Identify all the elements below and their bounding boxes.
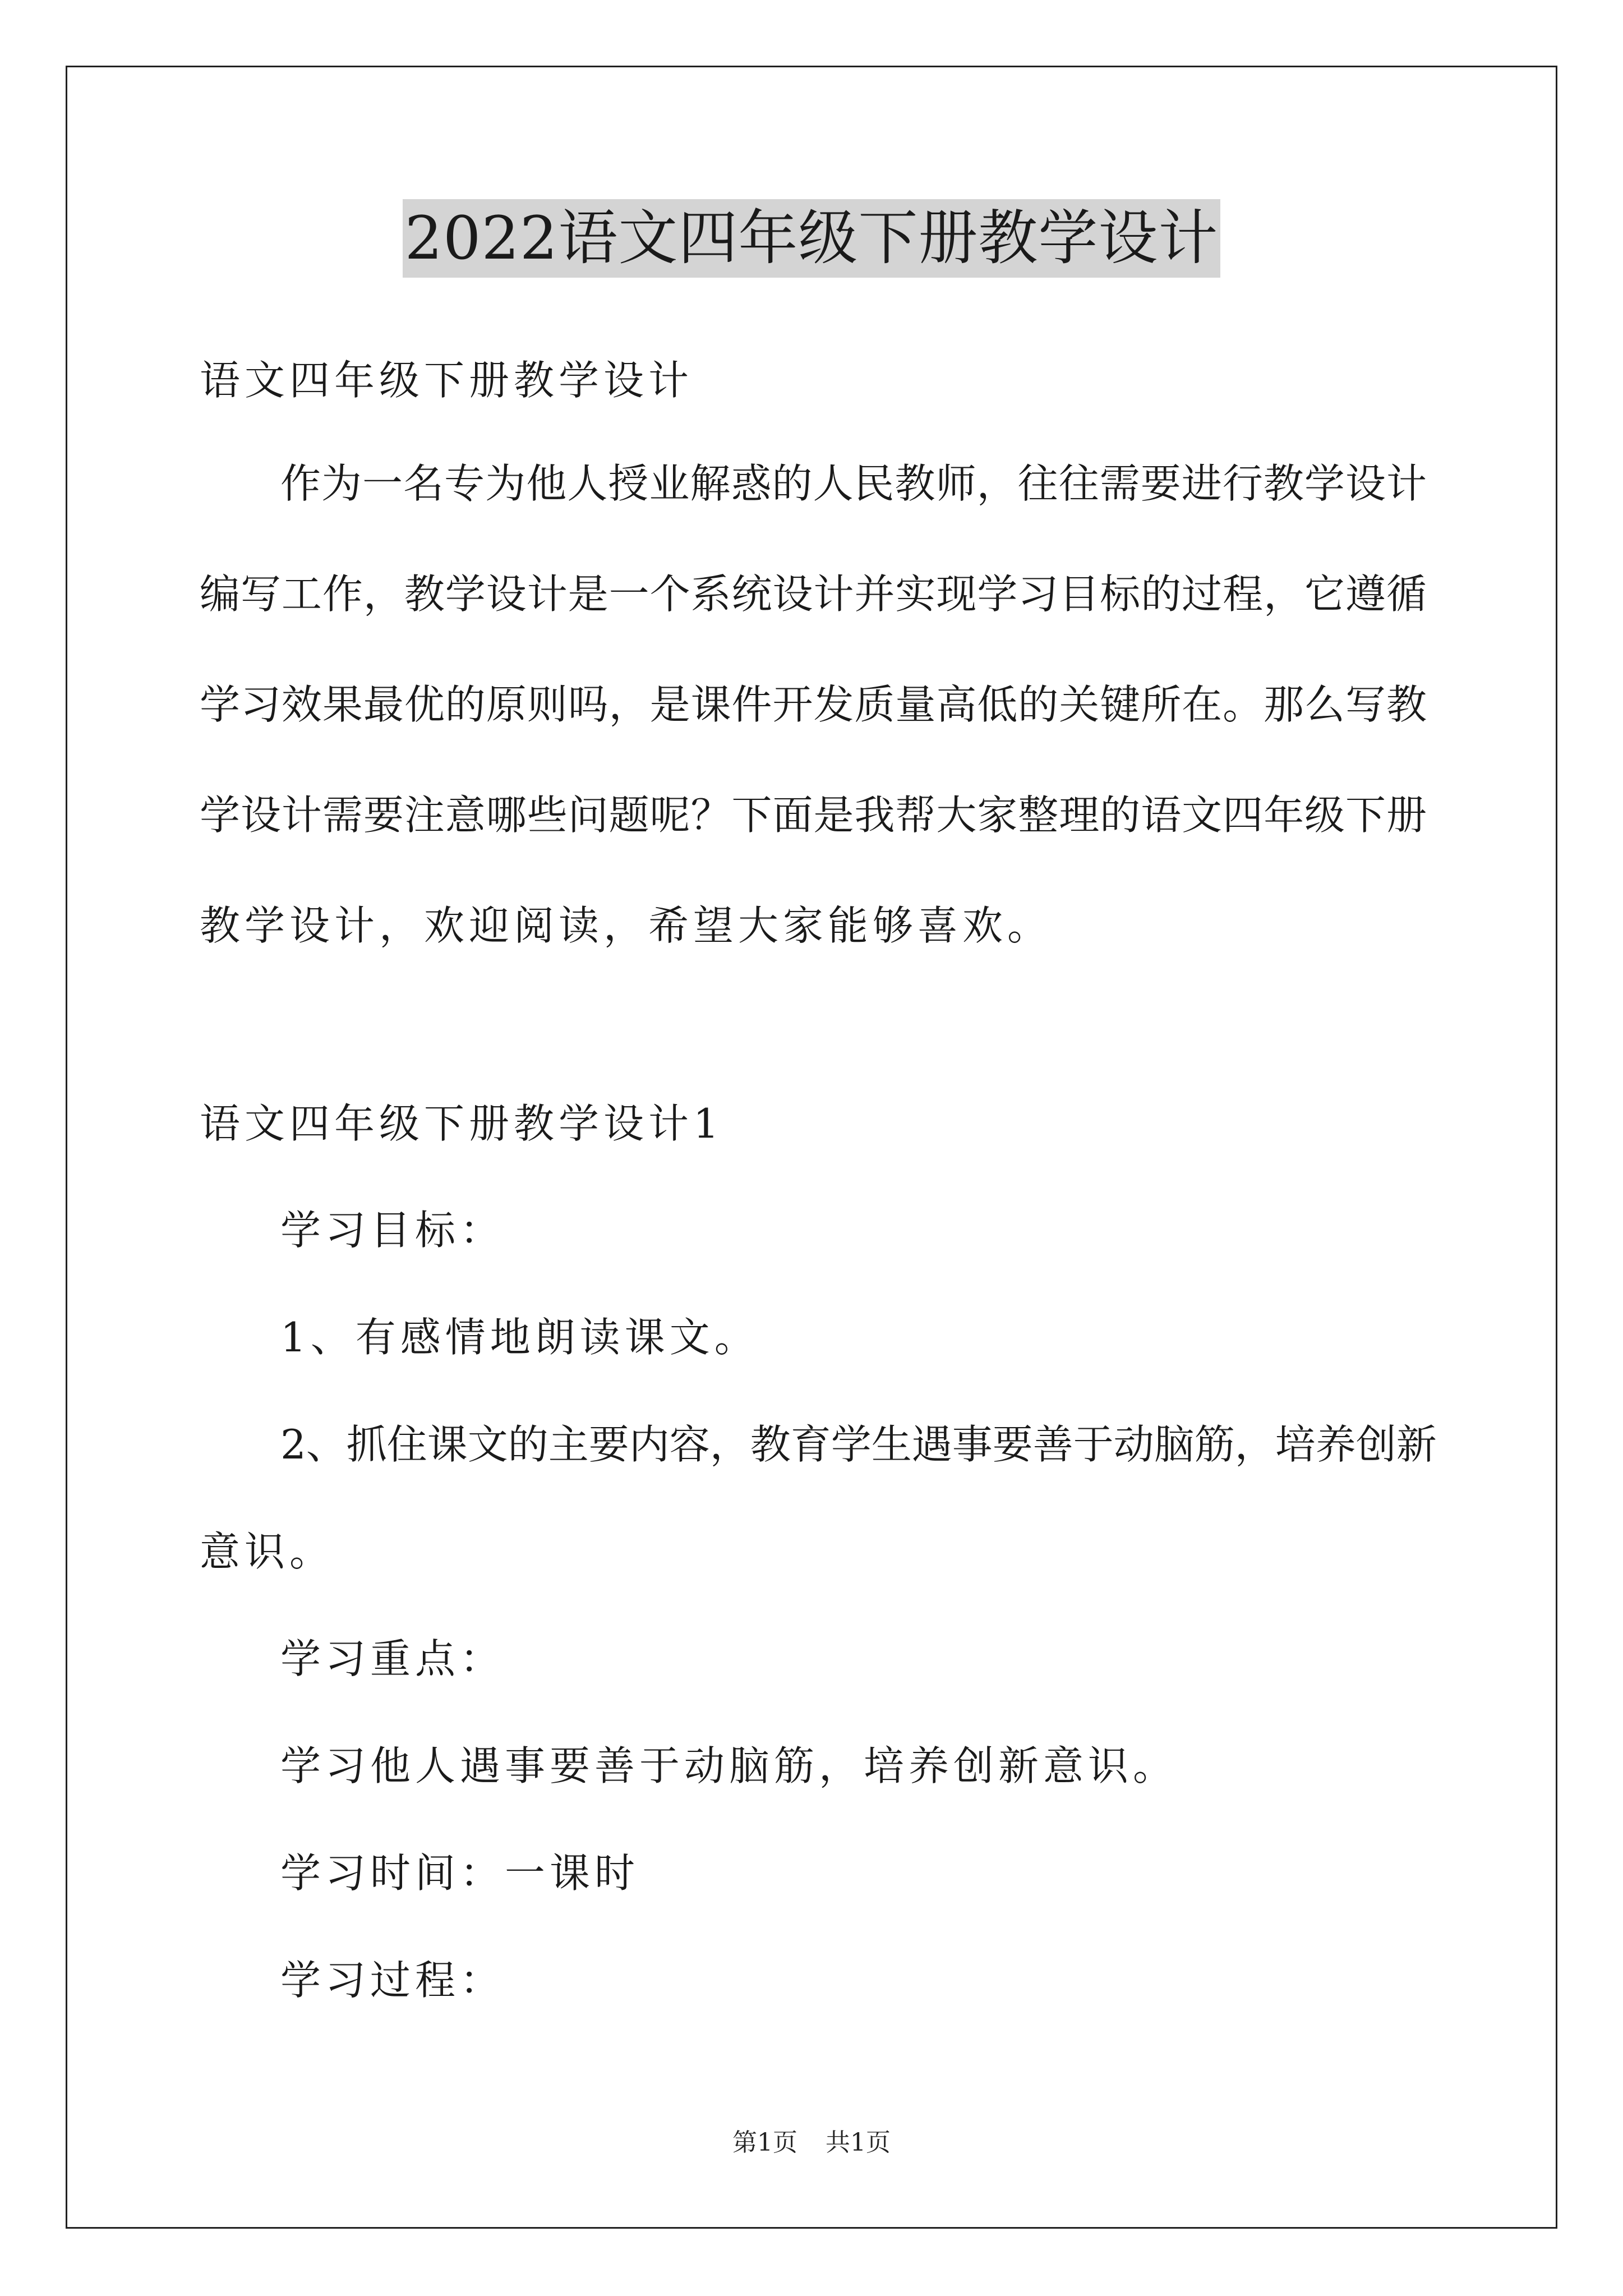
page-footer (0, 2126, 1623, 2160)
intro-line-4: 学设计需要注意哪些问题呢？下面是我帮大家整理的语文四年级下册 (200, 792, 1427, 839)
goal-item-2-line-2: 意识。 (200, 1528, 335, 1575)
document-title: 2022语文四年级下册教学设计 (403, 199, 1221, 278)
intro-line-5: 教学设计，欢迎阅读，希望大家能够喜欢。 (200, 902, 1053, 949)
page-total: 共1页 (826, 2128, 891, 2157)
intro-line-2: 编写工作，教学设计是一个系统设计并实现学习目标的过程，它遵循 (200, 570, 1427, 618)
focus-label: 学习重点： (280, 1635, 505, 1682)
section-heading: 语文四年级下册教学设计1 (200, 1100, 723, 1147)
goal-item-2-line-1: 2、抓住课文的主要内容，教育学生遇事要善于动脑筋，培养创新 (280, 1421, 1437, 1468)
focus-text: 学习他人遇事要善于动脑筋，培养创新意识。 (280, 1742, 1178, 1789)
process-label: 学习过程： (280, 1957, 505, 2004)
title-container (0, 199, 1623, 278)
intro-line-3: 学习效果最优的原则吗，是课件开发质量高低的关键所在。那么写教 (200, 681, 1427, 728)
time-text: 学习时间：一课时 (280, 1849, 640, 1897)
document-subtitle: 语文四年级下册教学设计 (200, 357, 694, 404)
goals-label: 学习目标： (280, 1207, 505, 1254)
intro-line-1: 作为一名专为他人授业解惑的人民教师，往往需要进行教学设计 (280, 460, 1427, 507)
page-number: 第1页 (732, 2128, 797, 2157)
goal-item-1: 1、有感情地朗读课文。 (280, 1314, 759, 1361)
